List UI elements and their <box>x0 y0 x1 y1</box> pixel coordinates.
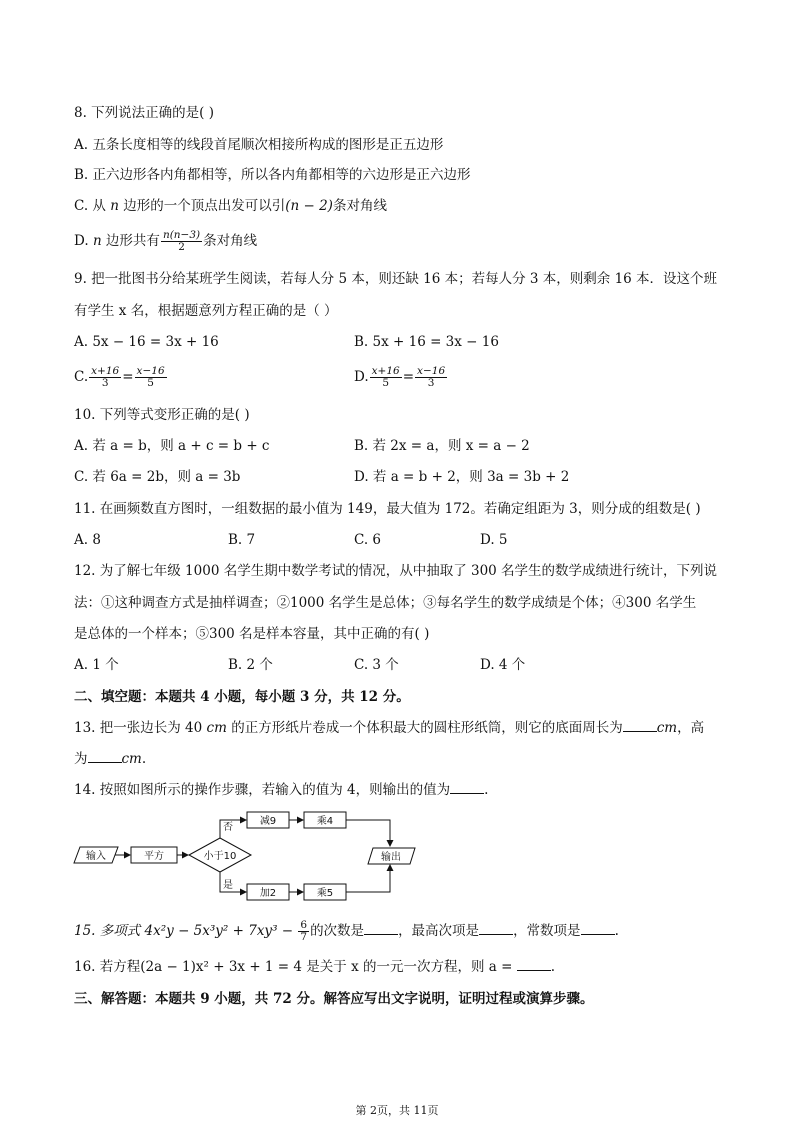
q15-den: 7 <box>300 931 308 943</box>
q14-stem <box>74 781 488 799</box>
q12-option-d: D. 4 个 <box>480 657 526 673</box>
q9-c-frac2 <box>135 366 167 389</box>
q8-c-expr: (n − 2) <box>285 198 333 214</box>
section-3-heading: 三、解答题：本题共 9 小题，共 72 分。解答应写出文字说明，证明过程或演算步骤。 <box>74 991 594 1007</box>
q15-mid2: ，最高次项是 <box>398 923 480 939</box>
q13-line2-post: . <box>141 751 147 767</box>
q15-blank-1 <box>364 922 398 935</box>
q10-option-b: B. 若 2x = a，则 x = a − 2 <box>354 438 530 454</box>
q8-stem: 8. 下列说法正确的是( ) <box>74 105 214 121</box>
q11-option-a: A. 8 <box>74 532 101 548</box>
q11-option-d: D. 5 <box>480 532 508 548</box>
q9-d-eq: = <box>402 369 415 385</box>
q9-d-frac1 <box>370 366 402 389</box>
q16-text: 16. 若方程(2a − 1)x² + 3x + 1 = 4 是关于 x 的一元一次方程，则 a = <box>74 959 517 975</box>
q8-option-b: B. 正六边形各内角都相等，所以各内角都相等的六边形是正六边形 <box>74 167 471 183</box>
q8-option-d <box>74 228 257 254</box>
q9-c-eq: = <box>122 369 134 385</box>
q9-c-frac1 <box>89 366 121 389</box>
flowchart-decision-label: 小于10 <box>203 851 237 862</box>
q8-d-var: n <box>92 233 102 249</box>
q13-line1 <box>74 719 704 737</box>
q11-option-c: C. 6 <box>354 532 382 548</box>
q8-c-post: 条对角线 <box>332 198 387 214</box>
flowchart-output-label: 输出 <box>381 852 401 863</box>
q8-c-pre: C. 从 <box>74 198 111 214</box>
q9-option-d <box>354 364 448 390</box>
q15-pre: 15. 多项式 4x²y − 5x³y² + 7xy³ − <box>74 923 298 939</box>
q9-option-a: A. 5x − 16 = 3x + 16 <box>74 334 219 350</box>
q9-stem-line2: 有学生 x 名，根据题意列方程正确的是（ ） <box>74 303 338 319</box>
q12-stem-line3: 是总体的一个样本；⑤300 名是样本容量，其中正确的有( ) <box>74 626 430 642</box>
q9-stem-line1: 9. 把一批图书分给某班学生阅读，若每人分 5 本，则还缺 16 本；若每人分 3 本，则剩余 16 本．设这个班 <box>74 271 718 287</box>
q13-mid: 的正方形纸片卷成一个体积最大的圆柱形纸筒，则它的底面周长为 <box>226 720 623 736</box>
q11-stem: 11. 在画频数直方图时，一组数据的最小值为 149，最大值为 172。若确定组距为 3，则分成的组数是( ) <box>74 501 701 517</box>
q15-fraction <box>298 920 309 943</box>
q9-option-b: B. 5x + 16 = 3x − 16 <box>354 334 499 350</box>
q8-option-a: A. 五条长度相等的线段首尾顺次相接所构成的图形是正五边形 <box>74 137 444 153</box>
q9-c-den1: 3 <box>101 377 109 389</box>
q9-d-frac2 <box>415 366 447 389</box>
flowchart-minus9-label: 减9 <box>259 816 277 827</box>
q9-option-c <box>74 364 168 390</box>
q12-option-b: B. 2 个 <box>228 657 273 673</box>
q12-option-a: A. 1 个 <box>74 657 119 673</box>
flowchart <box>70 808 430 908</box>
q13-post: ，高 <box>677 720 705 736</box>
q12-stem-line2: 法：①这种调查方式是抽样调查；②1000 名学生是总体；③每名学生的数学成绩是个体；④300 名学生 <box>74 595 697 611</box>
q8-d-pre: D. <box>74 233 93 249</box>
flowchart-no-label: 否 <box>223 822 233 833</box>
flowchart-square-label: 平方 <box>144 851 164 862</box>
q15-mid3: ，常数项是 <box>513 923 581 939</box>
q8-c-mid: 边形的一个顶点出发可以引 <box>118 198 286 214</box>
q13-line2-pre: 为 <box>74 751 88 767</box>
q13-blank-1 <box>623 719 657 732</box>
flowchart-times4-label: 乘4 <box>316 816 334 827</box>
q9-c-label: C. <box>74 369 89 385</box>
q15-post: . <box>614 923 619 939</box>
q13-line2 <box>74 750 146 768</box>
q15-num: 6 <box>300 919 308 931</box>
q8-option-c <box>74 197 387 215</box>
flowchart-plus2-label: 加2 <box>259 888 277 899</box>
q14-pre: 14. 按照如图所示的操作步骤，若输入的值为 4，则输出的值为 <box>74 782 451 798</box>
q10-option-c: C. 若 6a = 2b，则 a = 3b <box>74 469 241 485</box>
flowchart-yes-label: 是 <box>223 880 233 891</box>
q8-d-numerator: n(n−3) <box>162 229 201 241</box>
q10-option-d: D. 若 a = b + 2，则 3a = 3b + 2 <box>354 469 570 485</box>
q14-blank <box>450 781 484 794</box>
q15-mid1: 的次数是 <box>310 923 365 939</box>
q13-unit-1: cm <box>206 720 227 736</box>
q16-blank <box>517 958 551 971</box>
q9-c-num1: x+16 <box>91 365 120 377</box>
q9-c-den2: 5 <box>147 377 154 389</box>
q8-c-var: n <box>110 198 119 214</box>
q16-post: . <box>550 959 556 975</box>
q9-d-den2: 3 <box>427 377 435 389</box>
q8-d-post: 条对角线 <box>203 233 258 249</box>
q8-d-denominator: 2 <box>178 241 185 253</box>
flowchart-input-label: 输入 <box>86 851 106 862</box>
q16-stem <box>74 958 555 976</box>
q9-c-num2: x−16 <box>136 365 165 377</box>
q15-blank-3 <box>581 922 615 935</box>
q13-unit-2: cm <box>656 720 678 736</box>
q13-unit-3: cm <box>121 751 142 767</box>
q12-stem-line1: 12. 为了解七年级 1000 名学生期中数学考试的情况，从中抽取了 300 名学生的数学成绩进行统计，下列说 <box>74 563 718 579</box>
q10-option-a: A. 若 a = b，则 a + c = b + c <box>74 438 270 454</box>
q9-d-label: D. <box>354 369 369 385</box>
q15-blank-2 <box>479 922 513 935</box>
q8-d-fraction <box>161 230 202 253</box>
flowchart-times5-label: 乘5 <box>316 888 334 899</box>
q9-d-num1: x+16 <box>371 365 400 377</box>
page-footer: 第 2页，共 11页 <box>355 1104 439 1117</box>
q10-stem: 10. 下列等式变形正确的是( ) <box>74 407 250 423</box>
section-2-heading: 二、填空题：本题共 4 小题，每小题 3 分，共 12 分。 <box>74 689 410 705</box>
q9-d-den1: 5 <box>382 377 390 389</box>
q13-pre: 13. 把一张边长为 40 <box>74 720 207 736</box>
q13-blank-2 <box>88 750 122 763</box>
q12-option-c: C. 3 个 <box>354 657 399 673</box>
q15-stem <box>74 918 619 944</box>
q9-d-num2: x−16 <box>417 365 446 377</box>
q8-d-mid: 边形共有 <box>101 233 160 249</box>
q14-post: . <box>484 782 489 798</box>
q11-option-b: B. 7 <box>228 532 256 548</box>
